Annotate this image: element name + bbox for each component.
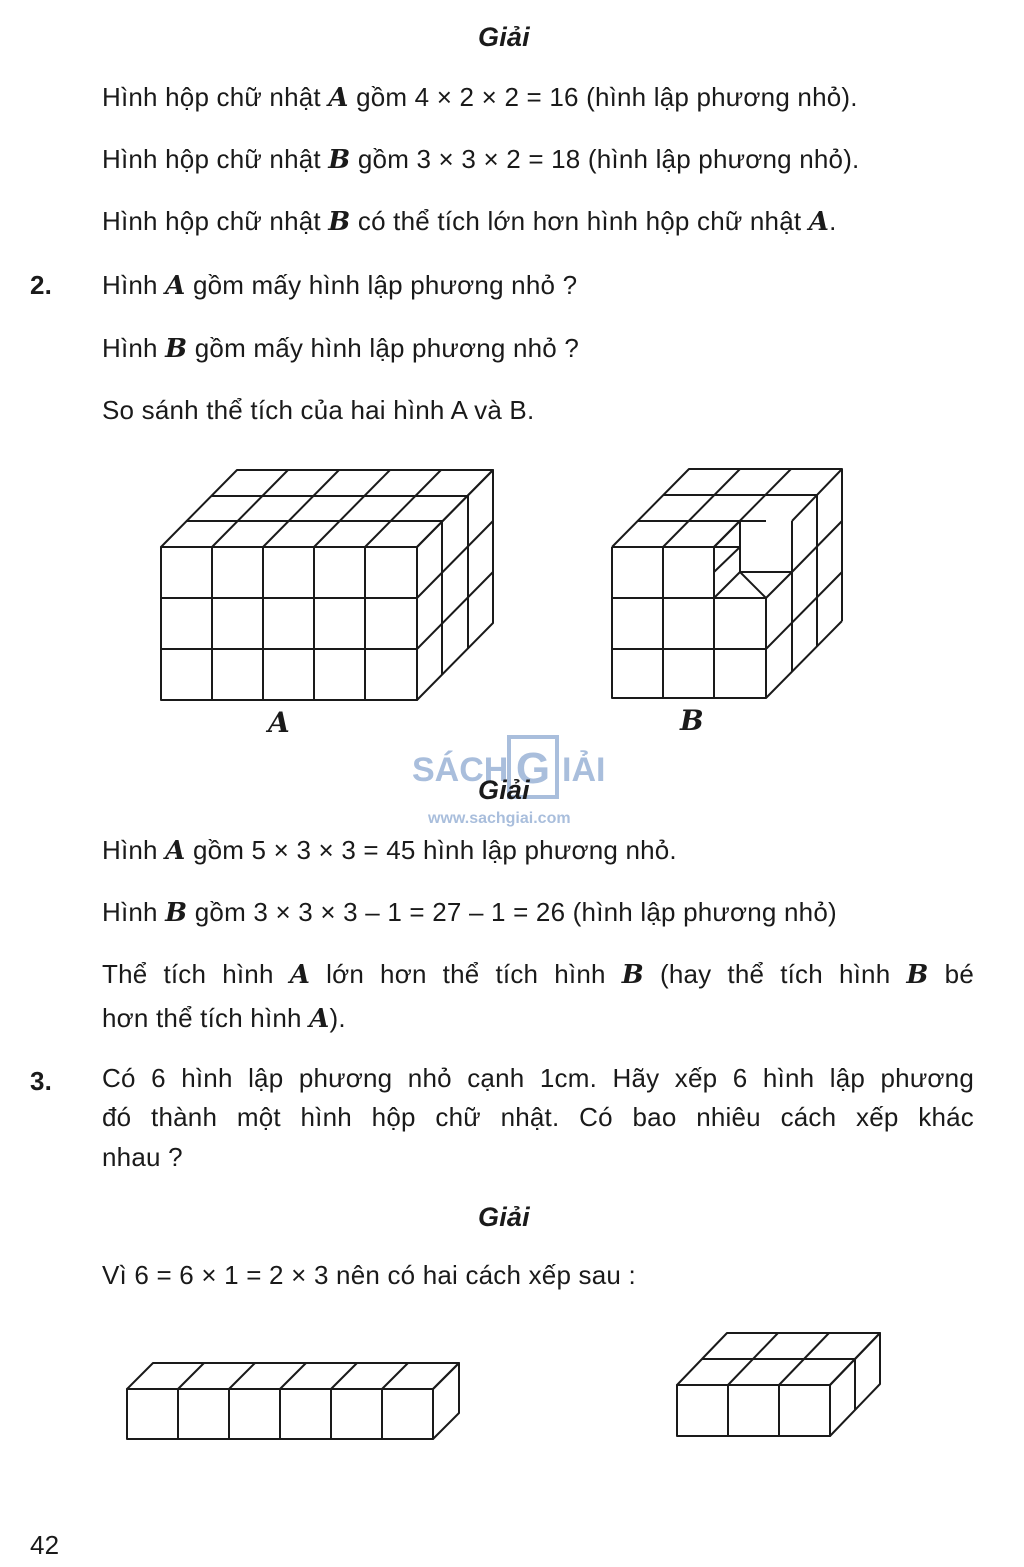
solution-3-line-1: Vì 6 = 6 × 1 = 2 × 3 nên có hai cách xếp sau : [102, 1260, 636, 1290]
solution-1-line-3: Hình hộp chữ nhật B có thể tích lớn hơn hình hộp chữ nhật A. [102, 206, 837, 237]
problem-3-line-2: đó thành một hình hộp chữ nhật. Có bao nhiêu cách xếp khác [102, 1102, 974, 1132]
problem-3-line-1: Có 6 hình lập phương nhỏ cạnh 1cm. Hãy xếp 6 hình lập phương [102, 1063, 974, 1093]
problem-3-number: 3. [30, 1066, 53, 1096]
problem-2-number: 2. [30, 270, 53, 300]
figure-a-label: A [268, 706, 290, 739]
solution-2-line-4: hơn thể tích hình A). [102, 1003, 346, 1034]
solution-heading: Giải [478, 775, 530, 805]
problem-2-line-1: Hình A gồm mấy hình lập phương nhỏ ? [102, 270, 578, 301]
solution-heading: Giải [478, 1202, 530, 1232]
solution-1-line-2: Hình hộp chữ nhật B gồm 3 × 3 × 2 = 18 (hình lập phương nhỏ). [102, 144, 860, 175]
solution-2-line-1: Hình A gồm 5 × 3 × 3 = 45 hình lập phương nhỏ. [102, 835, 677, 866]
watermark-brand-box: G [507, 735, 559, 799]
problem-3-line-3: nhau ? [102, 1142, 183, 1172]
solution-2-line-2: Hình B gồm 3 × 3 × 3 – 1 = 27 – 1 = 26 (hình lập phương nhỏ) [102, 897, 837, 928]
figure-b-label: B [680, 704, 704, 737]
problem-2-line-3: So sánh thể tích của hai hình A và B. [102, 395, 535, 425]
solution-heading: Giải [478, 22, 530, 52]
watermark-brand-right: IẢI [562, 751, 606, 789]
problem-2-line-2: Hình B gồm mấy hình lập phương nhỏ ? [102, 333, 580, 364]
watermark-brand-left: SÁCH [412, 751, 509, 789]
solution-1-line-1: Hình hộp chữ nhật A gồm 4 × 2 × 2 = 16 (hình lập phương nhỏ). [102, 82, 858, 113]
watermark-url: www.sachgiai.com [428, 810, 571, 827]
solution-2-line-3: Thể tích hình A lớn hơn thể tích hình B (hay thể tích hình B bé [102, 959, 974, 990]
page-number: 42 [30, 1530, 60, 1560]
